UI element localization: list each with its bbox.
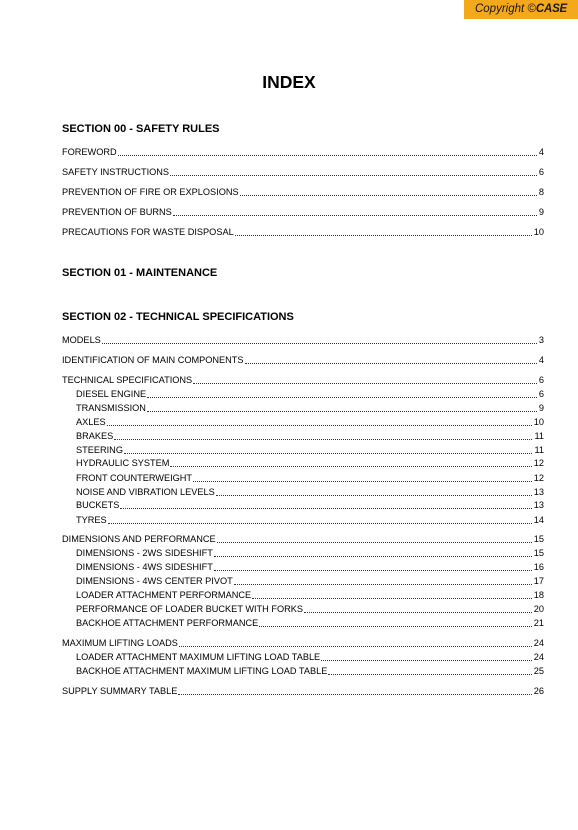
toc-subentry-dimensions-4ws[interactable] [76,561,544,573]
toc-entry-label: PREVENTION OF FIRE OR EXPLOSIONS [62,187,239,197]
toc-entry-label: AXLES [76,417,106,427]
dot-leader [114,439,532,440]
dot-leader [170,175,537,176]
dot-leader [304,612,532,613]
toc-entry-page: 3 [538,335,544,345]
toc-entry-page: 8 [538,187,544,197]
toc-entry-page: 15 [533,548,544,558]
toc-entry-safety-instructions[interactable] [62,166,544,178]
toc-entry-page: 24 [533,652,544,662]
toc-entry-label: BACKHOE ATTACHMENT PERFORMANCE [76,618,259,628]
dot-leader [193,383,537,384]
dot-leader [147,411,537,412]
toc-entry-label: SAFETY INSTRUCTIONS [62,167,170,177]
dot-leader [108,523,532,524]
toc-entry-label: LOADER ATTACHMENT PERFORMANCE [76,590,252,600]
dot-leader [170,466,531,467]
dot-leader [235,235,532,236]
toc-entry-label: PERFORMANCE OF LOADER BUCKET WITH FORKS [76,604,303,614]
toc-entry-page: 6 [538,389,544,399]
toc-entry-dimensions-performance[interactable] [62,533,544,545]
section-heading-00: SECTION 00 - SAFETY RULES [62,123,220,135]
toc-subentry-noise-vibration[interactable] [76,486,544,498]
toc-entry-page: 24 [533,638,544,648]
toc-entry-maximum-lifting-loads[interactable] [62,637,544,649]
dot-leader [216,495,532,496]
copyright-banner [464,0,578,19]
toc-entry-label: SUPPLY SUMMARY TABLE [62,686,178,696]
section-heading-01: SECTION 01 - MAINTENANCE [62,267,218,279]
toc-entry-page: 9 [538,207,544,217]
dot-leader [321,660,532,661]
toc-entry-page: 21 [533,618,544,628]
dot-leader [240,195,537,196]
toc-entry-label: HYDRAULIC SYSTEM [76,458,170,468]
toc-entry-label: NOISE AND VIBRATION LEVELS [76,487,215,497]
dot-leader [259,626,532,627]
toc-subentry-diesel-engine[interactable] [76,388,544,400]
toc-subentry-axles[interactable] [76,416,544,428]
toc-entry-page: 25 [533,666,544,676]
toc-entry-label: BACKHOE ATTACHMENT MAXIMUM LIFTING LOAD TABLE [76,666,328,676]
toc-subentry-tyres[interactable] [76,514,544,526]
toc-entry-label: PRECAUTIONS FOR WASTE DISPOSAL [62,227,234,237]
toc-entry-page: 10 [533,227,544,237]
toc-entry-page: 26 [533,686,544,696]
toc-entry-page: 10 [533,417,544,427]
toc-entry-technical-specifications[interactable] [62,374,544,386]
section-heading-02: SECTION 02 - TECHNICAL SPECIFICATIONS [62,311,294,323]
toc-subentry-backhoe-performance[interactable] [76,617,544,629]
toc-entry-label: TECHNICAL SPECIFICATIONS [62,375,193,385]
dot-leader [214,570,532,571]
dot-leader [178,694,531,695]
dot-leader [147,397,537,398]
toc-entry-page: 4 [538,355,544,365]
toc-entry-page: 16 [533,562,544,572]
toc-entry-page: 12 [533,458,544,468]
toc-entry-page: 4 [538,147,544,157]
dot-leader [245,363,537,364]
dot-leader [234,584,532,585]
toc-entry-label: TRANSMISSION [76,403,146,413]
toc-subentry-dimensions-2ws[interactable] [76,547,544,559]
toc-entry-page: 12 [533,473,544,483]
toc-entry-page: 20 [533,604,544,614]
toc-subentry-transmission[interactable] [76,402,544,414]
dot-leader [193,481,532,482]
dot-leader [120,508,531,509]
toc-entry-page: 15 [533,534,544,544]
toc-subentry-steering[interactable] [76,444,544,456]
toc-entry-page: 9 [538,403,544,413]
toc-entry-label: IDENTIFICATION OF MAIN COMPONENTS [62,355,244,365]
toc-entry-prevention-fire[interactable] [62,186,544,198]
dot-leader [118,155,537,156]
toc-entry-label: DIESEL ENGINE [76,389,147,399]
toc-entry-page: 13 [533,487,544,497]
toc-entry-label: DIMENSIONS - 2WS SIDESHIFT [76,548,213,558]
toc-subentry-front-counterweight[interactable] [76,472,544,484]
toc-entry-page: 13 [533,500,544,510]
toc-subentry-loader-performance[interactable] [76,589,544,601]
toc-subentry-buckets[interactable] [76,499,544,511]
toc-entry-label: MODELS [62,335,101,345]
toc-entry-page: 17 [533,576,544,586]
toc-entry-page: 11 [534,445,544,455]
toc-entry-page: 18 [533,590,544,600]
toc-subentry-hydraulic-system[interactable] [76,457,544,469]
toc-subentry-loader-bucket-forks[interactable] [76,603,544,615]
toc-entry-label: BUCKETS [76,500,120,510]
toc-subentry-backhoe-lifting-table[interactable] [76,665,544,677]
toc-entry-main-components[interactable] [62,354,544,366]
toc-entry-prevention-burns[interactable] [62,206,544,218]
toc-entry-label: DIMENSIONS - 4WS CENTER PIVOT [76,576,233,586]
dot-leader [102,343,537,344]
toc-entry-supply-summary-table[interactable] [62,685,544,697]
page-title: INDEX [262,72,316,92]
dot-leader [179,646,532,647]
toc-entry-label: DIMENSIONS - 4WS SIDESHIFT [76,562,213,572]
dot-leader [107,425,532,426]
dot-leader [124,453,532,454]
toc-entry-label: TYRES [76,515,107,525]
toc-entry-label: PREVENTION OF BURNS [62,207,172,217]
toc-entry-label: BRAKES [76,431,114,441]
toc-entry-waste-disposal[interactable] [62,226,544,238]
toc-entry-models[interactable] [62,334,544,346]
case-logo: CASE [535,3,568,15]
toc-subentry-brakes[interactable] [76,430,544,442]
dot-leader [214,556,532,557]
dot-leader [252,598,532,599]
copyright-text: Copyright © [474,3,536,15]
dot-leader [328,674,531,675]
toc-entry-page: 6 [538,375,544,385]
toc-entry-page: 11 [534,431,544,441]
toc-entry-page: 6 [538,167,544,177]
toc-subentry-dimensions-4ws-pivot[interactable] [76,575,544,587]
toc-entry-label: DIMENSIONS AND PERFORMANCE [62,534,216,544]
dot-leader [173,215,537,216]
toc-entry-label: FRONT COUNTERWEIGHT [76,473,193,483]
toc-subentry-loader-lifting-table[interactable] [76,651,544,663]
toc-entry-foreword[interactable] [62,146,544,158]
toc-entry-label: FOREWORD [62,147,117,157]
dot-leader [217,542,532,543]
toc-entry-page: 14 [533,515,544,525]
toc-entry-label: MAXIMUM LIFTING LOADS [62,638,178,648]
toc-entry-label: STEERING [76,445,123,455]
toc-entry-label: LOADER ATTACHMENT MAXIMUM LIFTING LOAD TABLE [76,652,321,662]
